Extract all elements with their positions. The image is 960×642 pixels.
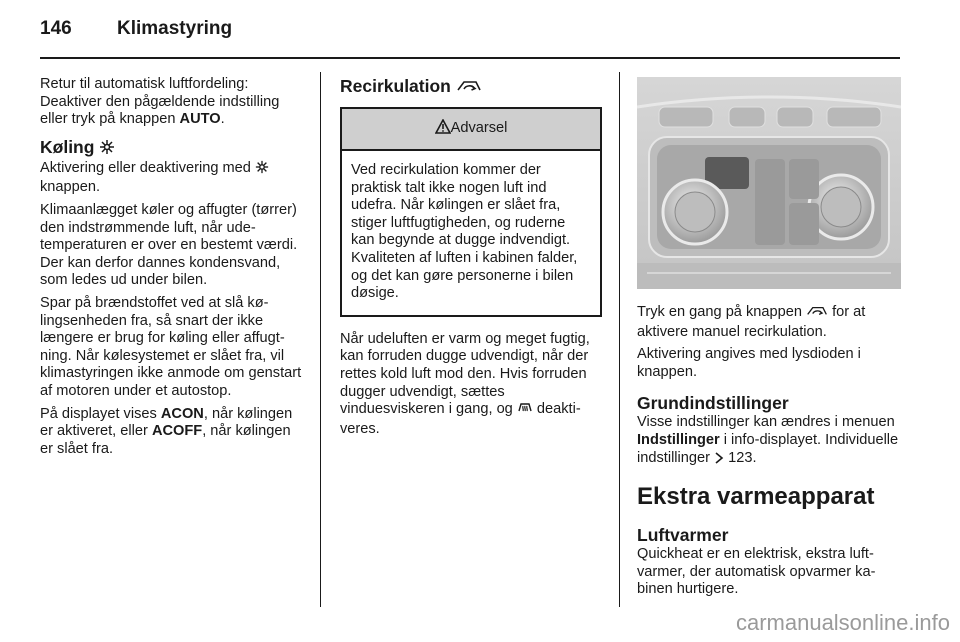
- paragraph-fogging: Når udeluften er varm og meget fugtig, kan forruden dugge udvendigt, når der rettes kold luft mod den. Hvis forruden dugger udvendigt, sættes vinduesviskeren i gang, og deaktiveres.: [340, 330, 590, 437]
- warning-title: Advarsel: [450, 120, 508, 137]
- column-divider-1: [320, 72, 321, 607]
- warning-triangle-icon: [435, 119, 451, 140]
- auto-label: AUTO: [179, 111, 221, 128]
- recirculation-icon: [806, 304, 828, 324]
- paragraph-cooling-fuel: Spar på brændstoffet ved at slå kølingsenheden fra, så snart der ikke længere er brug for køling eller affugtning. Når kølesystemet er slået fra, vil klimastyringen ikke anmode om genstart af motoren under et autostop.: [40, 294, 302, 399]
- page-title: Klimastyring: [117, 18, 233, 39]
- recirculation-heading: Recirkulation: [340, 76, 602, 99]
- header-rule: [40, 57, 900, 59]
- acoff-label: ACOFF: [151, 423, 203, 440]
- paragraph-basic-settings: Visse indstillinger kan ændres i menuen Indstillinger i info-displayet. Individuelle indstillinger 123.: [637, 414, 901, 469]
- defrost-icon: [517, 401, 533, 421]
- climate-control-panel-image: [637, 77, 901, 289]
- paragraph-cooling-display: På displayet vises ACON, når kølingen er aktiveret, eller ACOFF, når kølingen er slået fra.: [40, 405, 293, 457]
- warning-header: [342, 109, 600, 151]
- page-number: 146: [40, 18, 72, 39]
- paragraph-cooling-toggle: Aktivering eller deaktivering med knappen.: [40, 160, 303, 197]
- watermark: carmanualsonline.info: [735, 610, 950, 635]
- acon-label: ACON: [160, 405, 204, 422]
- air-heater-heading: Luftvarmer: [637, 525, 729, 546]
- page-header: [40, 18, 900, 56]
- snowflake-icon: [99, 139, 115, 160]
- paragraph-cooling-description: Klimaanlægget køler og affugter (tørrer) den indstrømmende luft, når udetemperaturen er over en bestemt værdi. Der kan derfor dannes kondensvand, som ledes ud under bilen.: [40, 201, 298, 289]
- extra-heater-heading: Ekstra varmeapparat: [637, 483, 875, 511]
- paragraph-recirculation-press: Tryk en gang på knappen for at aktivere manuel recirkulation.: [637, 304, 866, 340]
- cooling-heading: Køling: [40, 137, 303, 160]
- page-reference-arrow-icon: [714, 452, 724, 470]
- basic-settings-heading: Grundindstillinger: [637, 393, 789, 414]
- snowflake-icon: [255, 160, 269, 180]
- column-1: [40, 76, 303, 463]
- recirculation-icon: [456, 78, 482, 99]
- paragraph-air-heater: Quickheat er en elektrisk, ekstra luftvarmer, der automatisk opvarmer kabinen hurtigere.: [637, 546, 876, 598]
- warning-text: Ved recirkulation kommer der praktisk talt ikke nogen luft ind udefra. Når kølingen er slået fra, stiger luftfugtigheden, og ruderne kan begynde at dugge indvendigt. Kvaliteten af luften i kabinen falder, og det kan gøre personerne i bilen døsige.: [351, 162, 578, 302]
- warning-box: [340, 107, 602, 317]
- column-3: [637, 77, 901, 604]
- column-divider-2: [619, 72, 620, 607]
- paragraph-auto-return: Retur til automatisk luftfordeling: Deaktiver den pågældende indstilling eller tryk på knappen AUTO.: [40, 76, 280, 128]
- column-2: [340, 76, 602, 443]
- paragraph-led: Aktivering angives med lysdioden i knappen.: [637, 346, 861, 380]
- settings-menu-label: Indstillinger: [637, 431, 720, 448]
